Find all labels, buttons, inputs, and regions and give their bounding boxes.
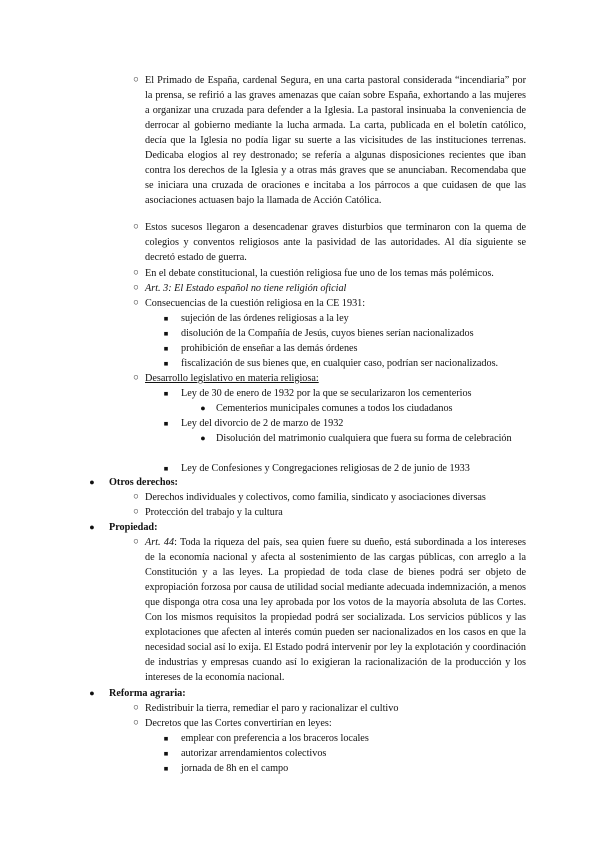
sucesos-paragraph: Estos sucesos llegaron a desencadenar graves disturbios que terminaron con la quema de colegios y conventos religiosos ante la pasividad de las autoridades. Al día siguiente se decretó estado de guerra. bbox=[145, 222, 526, 263]
art44-text: : Toda la riqueza del país, sea quien fuere su dueño, está subordinada a los intereses de la economía nacional y afecta al sostenimiento de las cargas públicas, con arreglo a la Constitución y a las leyes. La propiedad de toda clase de bienes podrá ser objeto de expropiación forzosa por causa de utilidad social mediante adecuada indemnización, a menos que disponga otra cosa una ley aprobada por los votos de la mayoría absoluta de las Cortes. Con los mismos requisitos la propiedad podrá ser socializada. Los servicios públicos y las explotaciones que afecten al interés común pueden ser nacionalizados en los casos en que la necesidad social así lo exija. El Estado podrá intervenir por ley la explotación y coordinación de industrias y empresas cuando así lo exigieran la racionalización de la producción y los intereses de la economía nacional. bbox=[145, 537, 526, 683]
hollow-bullet-icon: ○ bbox=[133, 75, 139, 85]
redistribuir-text: Redistribuir la tierra, remediar el paro y racionalizar el cultivo bbox=[145, 703, 399, 714]
hollow-bullet-icon: ○ bbox=[133, 703, 139, 713]
filled-bullet-icon: ● bbox=[200, 403, 206, 413]
divorcio-sub: Disolución del matrimonio cualquiera que fuera su forma de celebración bbox=[216, 433, 512, 444]
hollow-bullet-icon: ○ bbox=[133, 268, 139, 278]
art44-label: Art. 44 bbox=[145, 537, 175, 548]
otros-title: Otros derechos: bbox=[109, 477, 178, 488]
consecuencias-item: disolución de la Compañía de Jesús, cuyos bienes serían nacionalizados bbox=[181, 328, 474, 339]
consecuencias-item: fiscalización de sus bienes que, en cualquier caso, podrían ser nacionalizados. bbox=[181, 358, 499, 369]
hollow-bullet-icon: ○ bbox=[133, 718, 139, 728]
square-bullet-icon: ■ bbox=[163, 344, 169, 353]
reforma-item: jornada de 8h en el campo bbox=[181, 763, 289, 774]
square-bullet-icon: ■ bbox=[163, 734, 169, 743]
hollow-bullet-icon: ○ bbox=[133, 507, 139, 517]
consecuencias-item: sujeción de las órdenes religiosas a la ley bbox=[181, 313, 349, 324]
propiedad-title: Propiedad: bbox=[109, 522, 158, 533]
square-bullet-icon: ■ bbox=[163, 389, 169, 398]
square-bullet-icon: ■ bbox=[163, 329, 169, 338]
square-bullet-icon: ■ bbox=[163, 464, 169, 473]
cementerios-sub: Cementerios municipales comunes a todos los ciudadanos bbox=[216, 403, 453, 414]
filled-bullet-icon: ● bbox=[89, 522, 95, 532]
filled-bullet-icon: ● bbox=[89, 477, 95, 487]
ley-confesiones: Ley de Confesiones y Congregaciones religiosas de 2 de junio de 1933 bbox=[181, 463, 470, 474]
square-bullet-icon: ■ bbox=[163, 749, 169, 758]
square-bullet-icon: ■ bbox=[163, 359, 169, 368]
square-bullet-icon: ■ bbox=[163, 314, 169, 323]
decretos-text: Decretos que las Cortes convertirían en leyes: bbox=[145, 718, 332, 729]
hollow-bullet-icon: ○ bbox=[133, 222, 139, 232]
hollow-bullet-icon: ○ bbox=[133, 537, 139, 547]
ley-divorcio: Ley del divorcio de 2 de marzo de 1932 bbox=[181, 418, 344, 429]
hollow-bullet-icon: ○ bbox=[133, 373, 139, 383]
consecuencias-item: prohibición de enseñar a las demás órdenes bbox=[181, 343, 358, 354]
hollow-bullet-icon: ○ bbox=[133, 298, 139, 308]
hollow-bullet-icon: ○ bbox=[133, 492, 139, 502]
square-bullet-icon: ■ bbox=[163, 419, 169, 428]
filled-bullet-icon: ● bbox=[200, 433, 206, 443]
art3-text: Art. 3: El Estado español no tiene religión oficial bbox=[145, 283, 347, 294]
desarrollo-title: Desarrollo legislativo en materia religiosa: bbox=[145, 373, 319, 384]
filled-bullet-icon: ● bbox=[89, 688, 95, 698]
primado-paragraph: El Primado de España, cardenal Segura, en una carta pastoral considerada “incendiaria” por la prensa, se refirió a las graves amenazas que caían sobre España, exhortando a las mujeres a organizar una cruzada para defender a la Iglesia. La pastoral insinuaba la conveniencia de derrocar al gobierno mediante la lucha armada. La carta, publicada en el boletín católico, decía que la Iglesia no podía ligar su suerte a las vicisitudes de las instituciones terrenas. Dedicaba elogios al rey destronado; se refería a algunas disposiciones recientes que iban contra los derechos de la Iglesia y a otras más graves que se anunciaban. Recomendaba que se iniciara una cruzada de oraciones e incitaba a los párrocos a que cuidasen de que las asociaciones actuasen bajo la llamada de Acción Católica. bbox=[145, 75, 526, 206]
reforma-item: autorizar arrendamientos colectivos bbox=[181, 748, 327, 759]
ley-cementerios: Ley de 30 de enero de 1932 por la que se secularizaron los cementerios bbox=[181, 388, 472, 399]
consecuencias-title: Consecuencias de la cuestión religiosa en la CE 1931: bbox=[145, 298, 366, 309]
debate-text: En el debate constitucional, la cuestión religiosa fue uno de los temas más polémicos. bbox=[145, 268, 494, 279]
propiedad-paragraph bbox=[145, 535, 526, 685]
hollow-bullet-icon: ○ bbox=[133, 283, 139, 293]
reforma-item: emplear con preferencia a los braceros locales bbox=[181, 733, 369, 744]
reforma-title: Reforma agraria: bbox=[109, 688, 186, 699]
square-bullet-icon: ■ bbox=[163, 764, 169, 773]
otros-item: Protección del trabajo y la cultura bbox=[145, 507, 283, 518]
otros-item: Derechos individuales y colectivos, como familia, sindicato y asociaciones diversas bbox=[145, 492, 486, 503]
